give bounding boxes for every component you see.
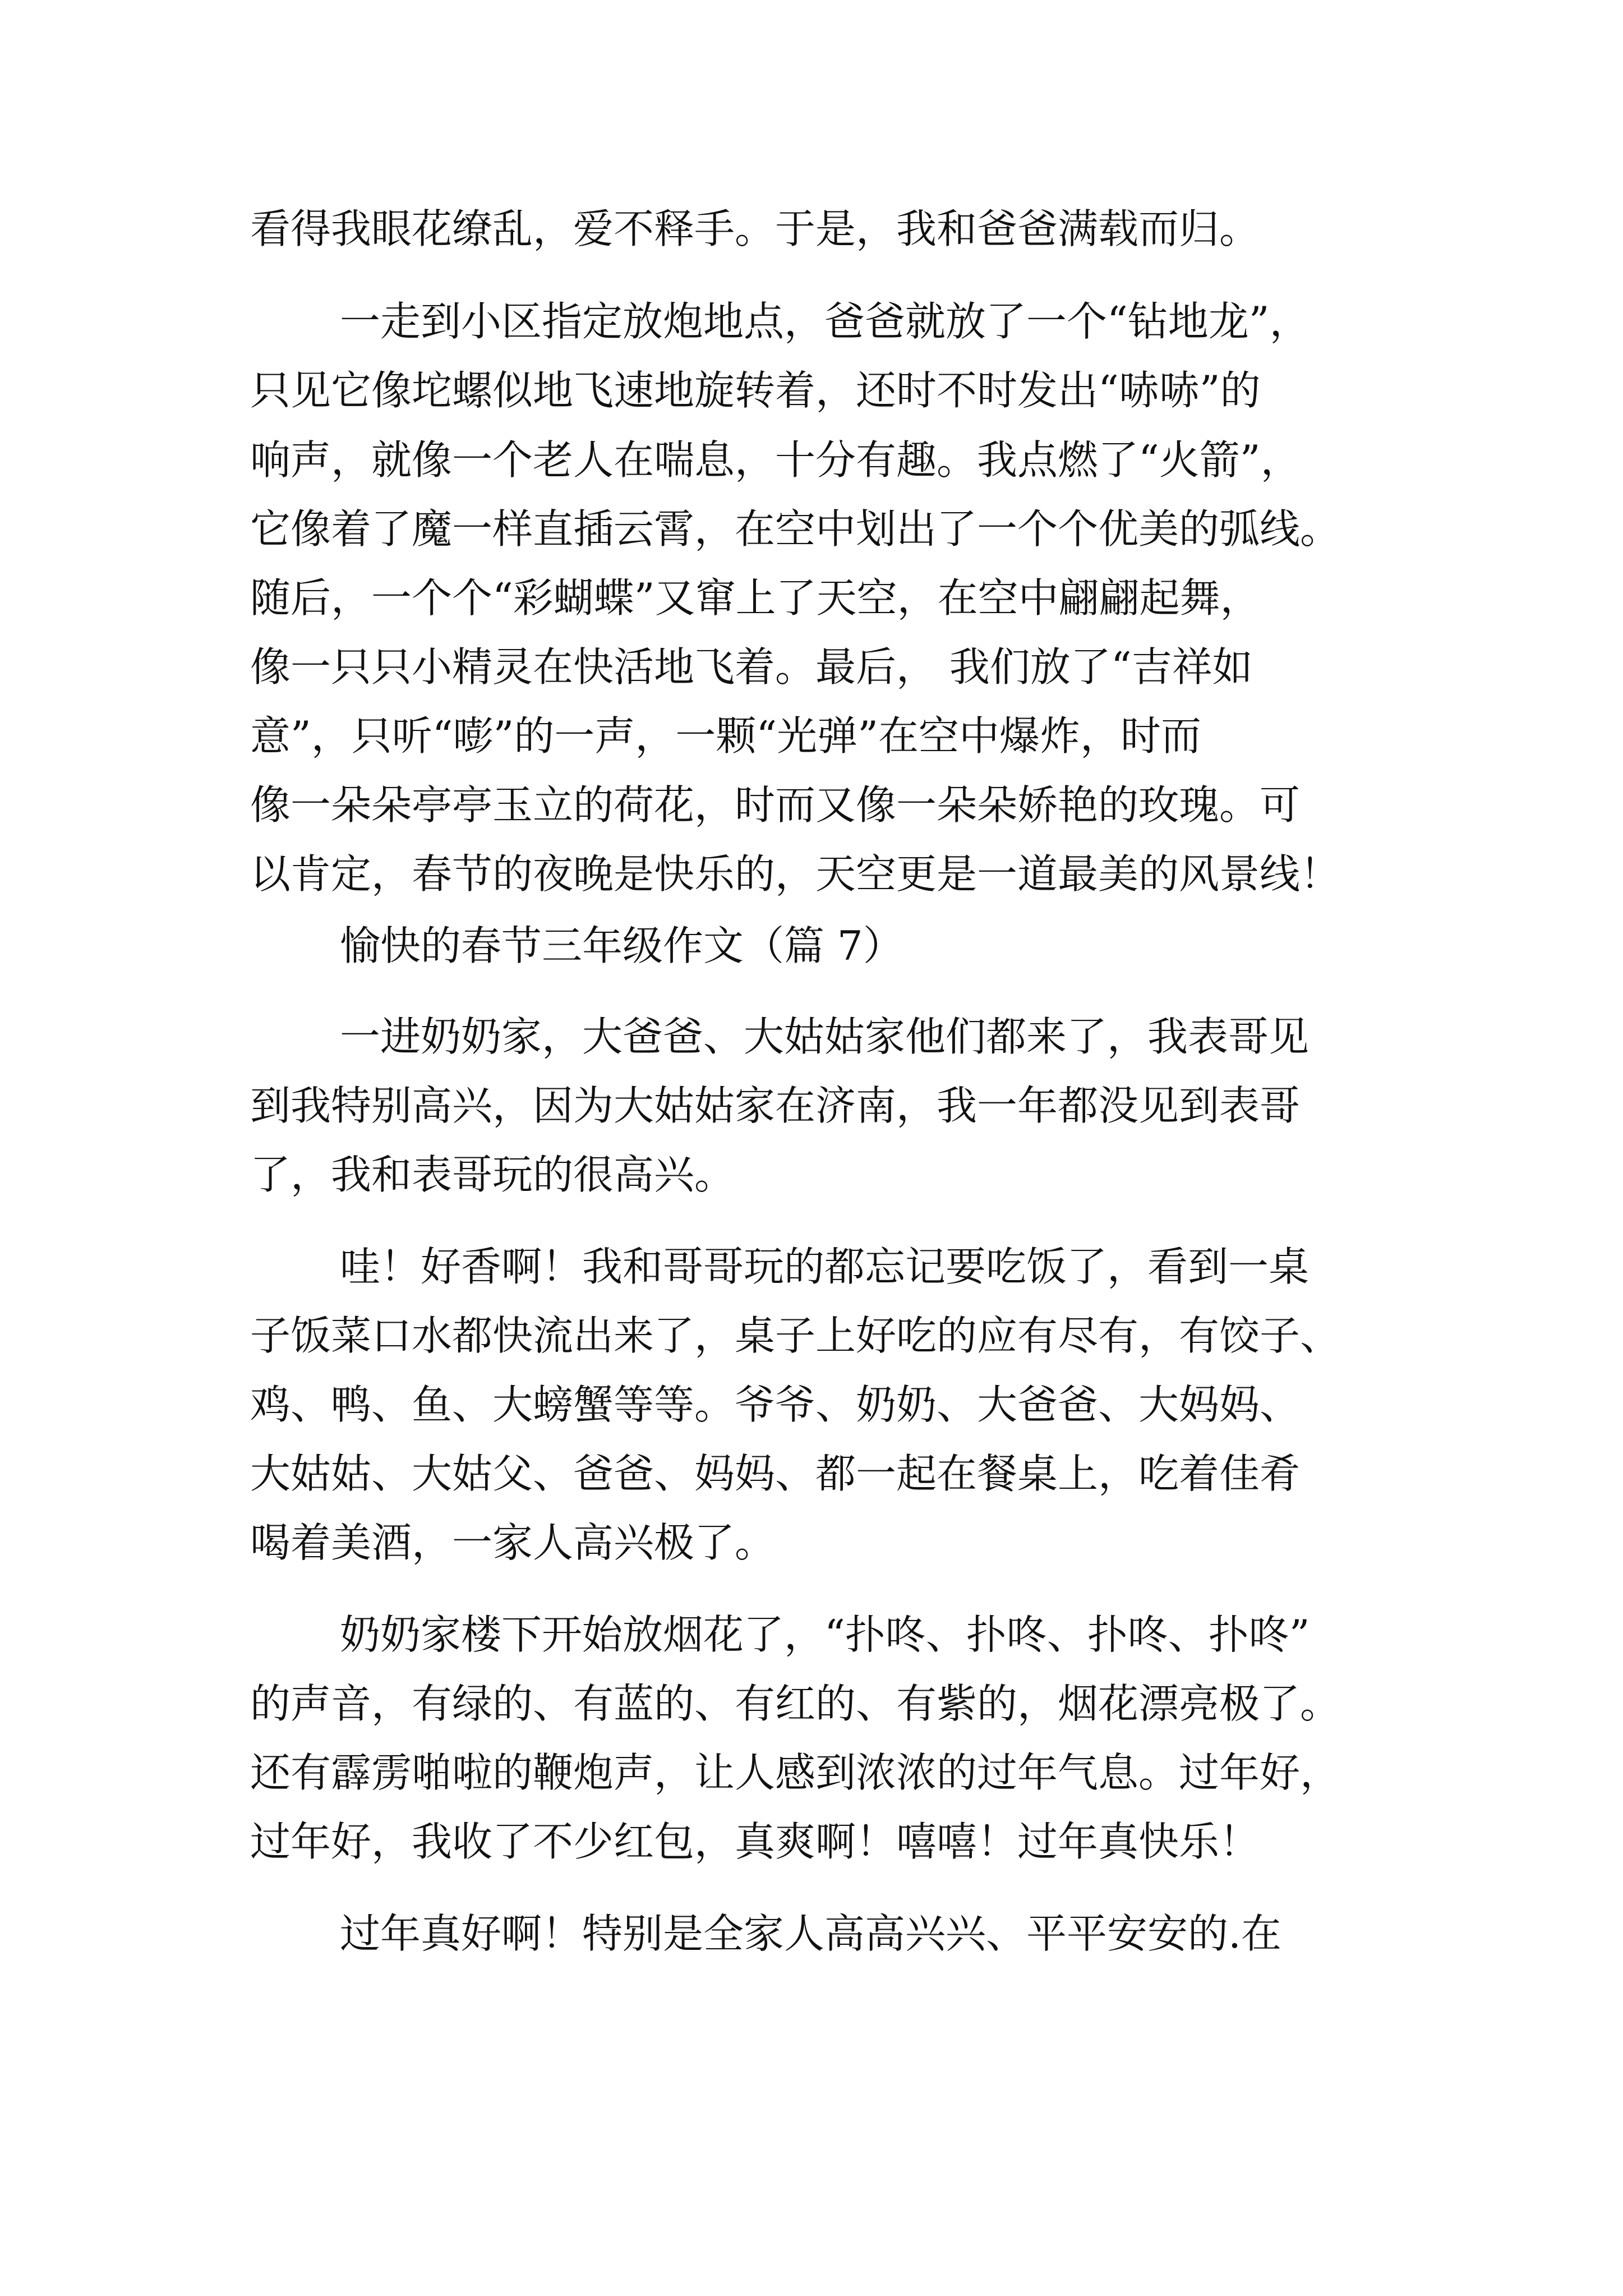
text-line: 只见它像坨螺似地飞速地旋转着，还时不时发出“哧哧”的	[250, 367, 1261, 414]
text-line: 了，我和表哥玩的很高兴。	[250, 1151, 735, 1198]
text-line: 响声，就像一个老人在喘息，十分有趣。我点燃了“火箭”，	[250, 436, 1301, 484]
text-line: 以肯定，春节的夜晚是快乐的，天空更是一道最美的风景线！	[250, 850, 1341, 898]
text-line: 子饭菜口水都快流出来了，桌子上好吃的应有尽有，有饺子、	[250, 1312, 1341, 1359]
text-line: 它像着了魔一样直插云霄，在空中划出了一个个优美的弧线。	[250, 505, 1341, 553]
text-line: 大姑姑、大姑父、爸爸、妈妈、都一起在餐桌上，吃着佳肴	[250, 1450, 1301, 1497]
text-line: 像一只只小精灵在快活地飞着。最后， 我们放了“吉祥如	[250, 643, 1253, 691]
paragraph-start-line: 奶奶家楼下开始放烟花了，“扑咚、扑咚、扑咚、扑咚”	[340, 1611, 1310, 1658]
text-line: 喝着美酒，一家人高兴极了。	[250, 1519, 776, 1566]
text-line: 的声音，有绿的、有蓝的、有红的、有紫的，烟花漂亮极了。	[250, 1680, 1341, 1727]
section-heading: 愉快的春节三年级作文（篇 7）	[340, 922, 903, 969]
text-line: 还有霹雳啪啦的鞭炮声，让人感到浓浓的过年气息。过年好，	[250, 1749, 1341, 1796]
paragraph-start-line: 过年真好啊！特别是全家人高高兴兴、平平安安的.在	[340, 1910, 1281, 1957]
text-line: 随后，一个个“彩蝴蝶”又窜上了天空，在空中翩翩起舞，	[250, 574, 1261, 622]
text-line: 像一朵朵亭亭玉立的荷花，时而又像一朵朵娇艳的玫瑰。可	[250, 781, 1301, 829]
text-line: 鸡、鸭、鱼、大螃蟹等等。爷爷、奶奶、大爸爸、大妈妈、	[250, 1381, 1301, 1428]
text-line: 过年好，我收了不少红包，真爽啊！嘻嘻！过年真快乐！	[250, 1818, 1260, 1865]
paragraph-start-line: 一进奶奶家，大爸爸、大姑姑家他们都来了，我表哥见	[340, 1013, 1310, 1060]
text-line: 意”，只听“嘭”的一声，一颗“光弹”在空中爆炸，时而	[250, 712, 1202, 760]
paragraph-start-line: 哇！好香啊！我和哥哥玩的都忘记要吃饭了，看到一桌	[340, 1243, 1310, 1290]
paragraph-start-line: 一走到小区指定放炮地点，爸爸就放了一个“钻地龙”，	[340, 298, 1310, 345]
text-line: 到我特别高兴，因为大姑姑家在济南，我一年都没见到表哥	[250, 1082, 1301, 1129]
text-line: 看得我眼花缭乱，爱不释手。于是，我和爸爸满载而归。	[250, 205, 1260, 252]
